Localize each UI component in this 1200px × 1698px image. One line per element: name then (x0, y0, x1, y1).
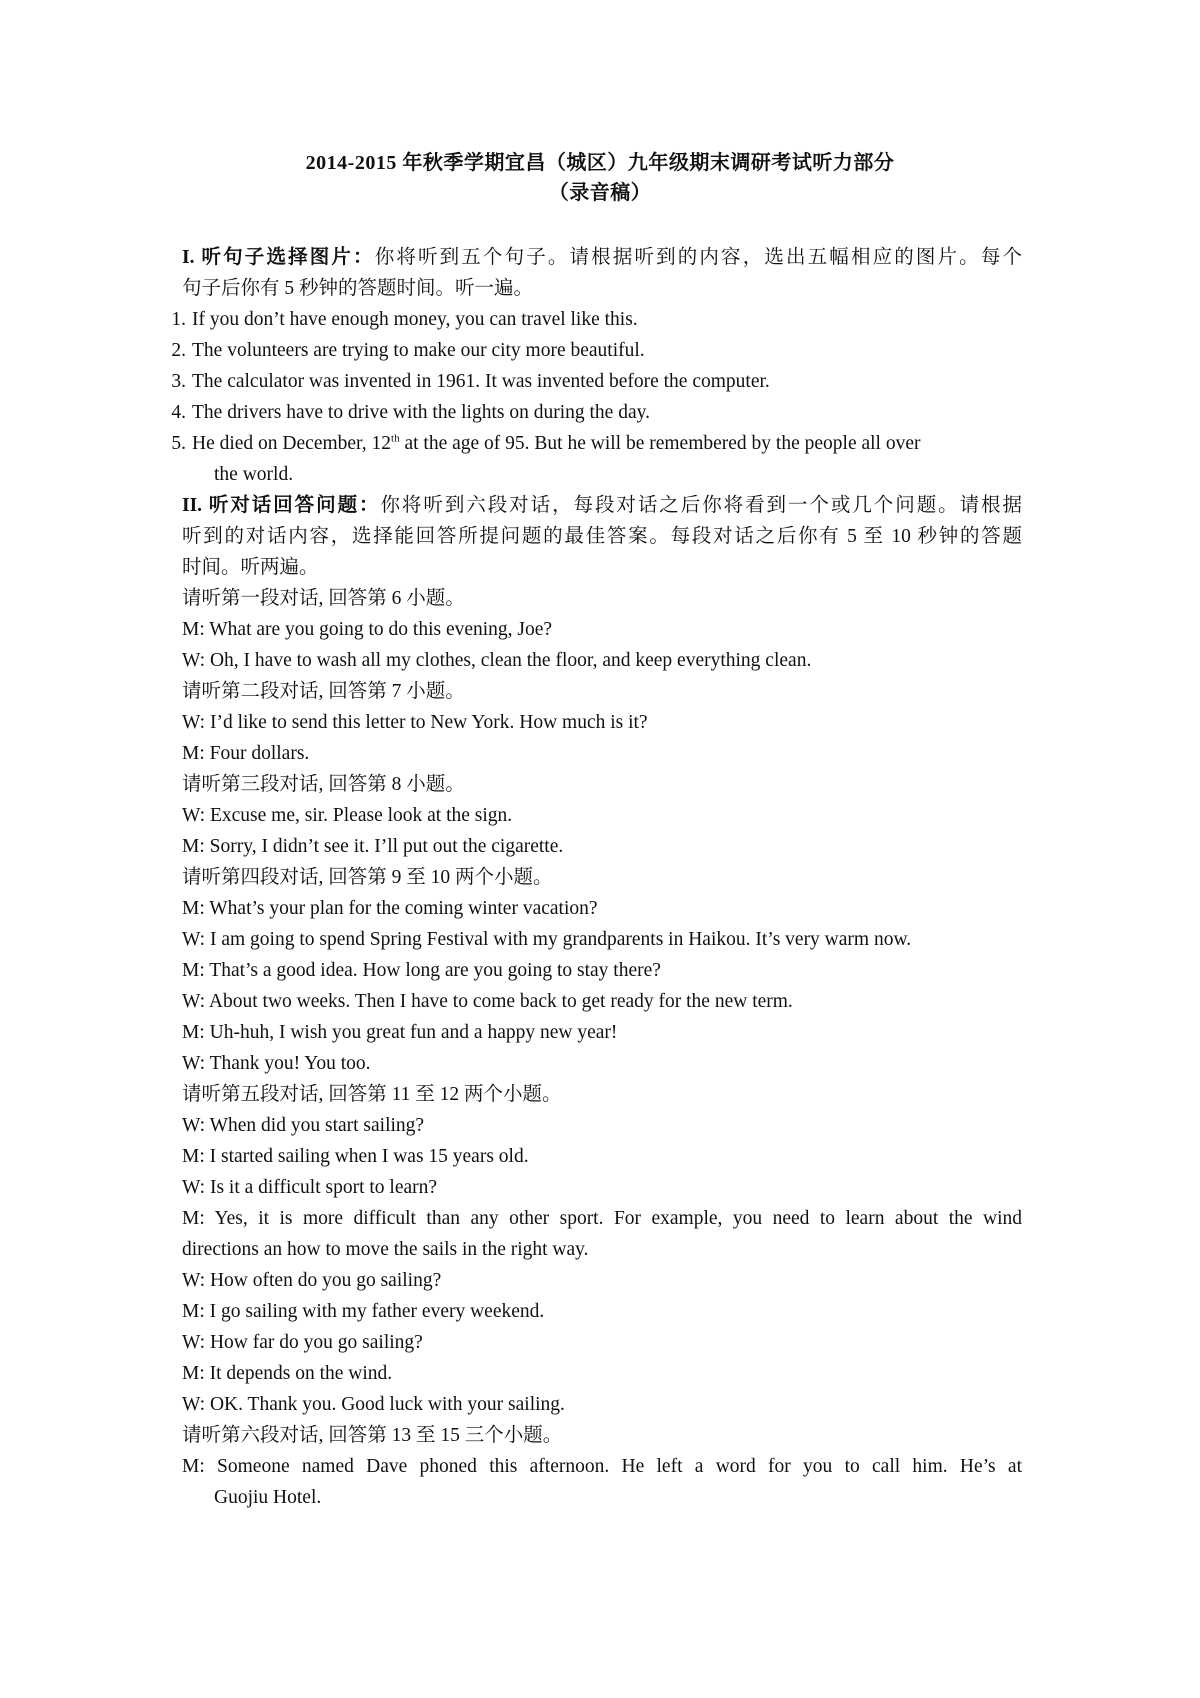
transcript-line: M: Uh-huh, I wish you great fun and a happy new year! (182, 1022, 618, 1043)
transcript-line: M: That’s a good idea. How long are you going to stay there? (182, 960, 661, 981)
transcript-line: M: Someone named Dave phoned this afternoon. He left a word for you to call him. He’s at (182, 1456, 1022, 1477)
section1-instruction-line2: 句子后你有 5 秒钟的答题时间。听一遍。 (182, 278, 534, 299)
section2-instruction-text: 你将听到六段对话，每段对话之后你将看到一个或几个问题。请根据 (380, 495, 1022, 516)
transcript-line: M: It depends on the wind. (182, 1363, 393, 1384)
list-item (171, 430, 1022, 458)
transcript-line: W: How far do you go sailing? (182, 1332, 423, 1353)
item-number: 5. (171, 433, 186, 454)
section1-label: 听句子选择图片： (201, 247, 375, 268)
item-text: The drivers have to drive with the lights on during the day. (192, 402, 650, 423)
document-title: 2014-2015 年秋季学期宜昌（城区）九年级期末调研考试听力部分 (305, 152, 895, 174)
transcript-line: directions an how to move the sails in the right way. (182, 1239, 589, 1260)
section1-heading: I. (182, 247, 195, 268)
document-subtitle: （录音稿） (548, 182, 652, 204)
transcript-line: M: Four dollars. (182, 743, 310, 764)
item-text: If you don’t have enough money, you can travel like this. (192, 309, 638, 330)
list-item (171, 399, 1022, 427)
transcript-line: W: Excuse me, sir. Please look at the sign. (182, 805, 513, 826)
item-text: The volunteers are trying to make our city more beautiful. (192, 340, 645, 361)
list-item (171, 368, 1022, 396)
transcript-line: W: Is it a difficult sport to learn? (182, 1177, 438, 1198)
transcript-line: W: How often do you go sailing? (182, 1270, 442, 1291)
transcript-line: M: Yes, it is more difficult than any other sport. For example, you need to learn about the wind (182, 1208, 1022, 1229)
section2-label: 听对话回答问题： (208, 495, 381, 516)
transcript-line: W: Thank you! You too. (182, 1053, 371, 1074)
list-item (171, 337, 1022, 365)
section2-instruction-line1 (182, 492, 1022, 520)
item-superscript: th (391, 432, 400, 445)
item-number: 1. (171, 309, 186, 330)
transcript-line: 请听第一段对话, 回答第 6 小题。 (182, 588, 465, 609)
item-number: 4. (171, 402, 186, 423)
transcript-line: W: OK. Thank you. Good luck with your sailing. (182, 1394, 565, 1415)
section2-instruction-line2: 听到的对话内容，选择能回答所提问题的最佳答案。每段对话之后你有 5 至 10 秒钟的答题 (182, 526, 1022, 547)
transcript-line: M: What are you going to do this evening, Joe? (182, 619, 553, 640)
transcript-line: 请听第四段对话, 回答第 9 至 10 两个小题。 (182, 867, 553, 888)
transcript-line: M: What’s your plan for the coming winter vacation? (182, 898, 598, 919)
item-text-a: He died on December, 12 (192, 433, 392, 454)
item-text: The calculator was invented in 1961. It was invented before the computer. (192, 371, 770, 392)
list-item (171, 306, 1022, 334)
transcript-line: M: I go sailing with my father every weekend. (182, 1301, 545, 1322)
transcript-line: 请听第五段对话, 回答第 11 至 12 两个小题。 (182, 1084, 562, 1105)
transcript-line: M: Sorry, I didn’t see it. I’ll put out the cigarette. (182, 836, 564, 857)
list-item-continuation: the world. (214, 464, 294, 485)
transcript-line: W: Oh, I have to wash all my clothes, clean the floor, and keep everything clean. (182, 650, 812, 671)
transcript-line: W: I’d like to send this letter to New York. How much is it? (182, 712, 648, 733)
item-number: 3. (171, 371, 186, 392)
transcript-line: W: About two weeks. Then I have to come back to get ready for the new term. (182, 991, 793, 1012)
transcript-line: W: I am going to spend Spring Festival with my grandparents in Haikou. It’s very warm now. (182, 929, 912, 950)
section2-instruction-line3: 时间。听两遍。 (182, 557, 319, 578)
item-number: 2. (171, 340, 186, 361)
section2-heading: II. (182, 495, 203, 516)
transcript-line: 请听第三段对话, 回答第 8 小题。 (182, 774, 465, 795)
transcript-line: W: When did you start sailing? (182, 1115, 425, 1136)
section1-instruction-text: 你将听到五个句子。请根据听到的内容，选出五幅相应的图片。每个 (374, 247, 1022, 268)
transcript-line: 请听第六段对话, 回答第 13 至 15 三个小题。 (182, 1425, 563, 1446)
transcript-line: M: I started sailing when I was 15 years old. (182, 1146, 529, 1167)
transcript-line: Guojiu Hotel. (214, 1487, 322, 1508)
item-text-b: at the age of 95. But he will be remembered by the people all over (399, 433, 921, 454)
section1-instruction-line1 (182, 244, 1022, 272)
transcript-line: 请听第二段对话, 回答第 7 小题。 (182, 681, 465, 702)
